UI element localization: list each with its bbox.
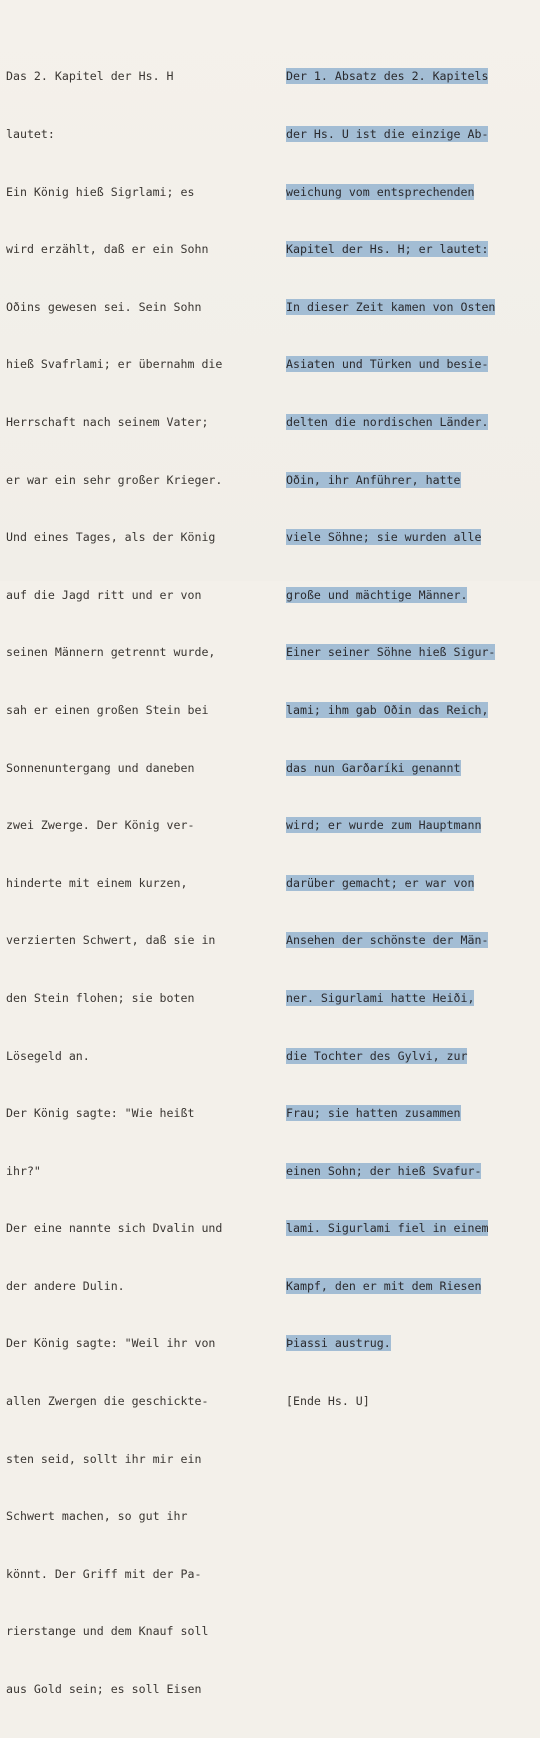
text-line: lautet:: [6, 127, 55, 141]
highlight-mark: Þiassi austrug.: [286, 1336, 391, 1351]
highlight-mark: weichung vom entsprechenden: [286, 184, 475, 199]
highlighted-line: [286, 1219, 536, 1238]
text-line: er war ein sehr großer Krieger.: [6, 472, 223, 487]
highlight-mark: große und mächtige Männer.: [286, 587, 468, 602]
right-column-text: [286, 29, 536, 1450]
highlighted-line: [286, 1162, 536, 1181]
highlighted-line: [286, 586, 536, 605]
highlighted-line: [286, 67, 536, 86]
highlighted-line: [286, 643, 536, 662]
highlight-mark: In dieser Zeit kamen von Osten: [286, 299, 496, 314]
text-line: sah er einen großen Stein bei: [6, 702, 209, 717]
text-line: Und eines Tages, als der König: [6, 530, 216, 545]
highlighted-line: [286, 989, 536, 1008]
highlighted-line: [286, 1047, 536, 1066]
text-line: Der eine nannte sich Dvalin und: [6, 1221, 223, 1236]
highlight-mark: Frau; sie hatten zusammen: [286, 1106, 461, 1121]
text-line: seinen Männern getrennt wurde,: [6, 645, 216, 660]
highlighted-line: [286, 355, 536, 374]
highlight-mark: viele Söhne; sie wurden alle: [286, 530, 482, 545]
highlight-mark: Asiaten und Türken und besie-: [286, 357, 489, 372]
highlighted-line: [286, 183, 536, 202]
highlighted-line: [286, 816, 536, 835]
text-line: könnt. Der Griff mit der Pa-: [6, 1566, 202, 1581]
end-note: [Ende Hs. U]: [286, 1394, 370, 1409]
highlight-mark: lami; ihm gab Oðin das Reich,: [286, 702, 489, 717]
highlighted-line: [286, 1334, 536, 1353]
text-line: wird erzählt, daß er ein Sohn: [6, 242, 209, 257]
highlight-mark: wird; er wurde zum Hauptmann: [286, 818, 482, 833]
highlight-mark: delten die nordischen Länder.: [286, 414, 489, 429]
text-line: rierstange und dem Knauf soll: [6, 1624, 209, 1639]
text-line: den Stein flohen; sie boten: [6, 990, 195, 1005]
highlight-mark: das nun Garðaríki genannt: [286, 760, 461, 775]
highlight-mark: Oðin, ihr Anführer, hatte: [286, 472, 461, 487]
highlighted-line: [286, 125, 536, 144]
highlight-mark: einen Sohn; der hieß Svafur-: [286, 1163, 482, 1178]
highlighted-line: [286, 1277, 536, 1296]
highlight-mark: der Hs. U ist die einzige Ab-: [286, 127, 489, 141]
text-line: Sonnenuntergang und daneben: [6, 760, 195, 775]
highlight-mark: Einer seiner Söhne hieß Sigur-: [286, 645, 496, 660]
highlight-mark: darüber gemacht; er war von: [286, 875, 475, 890]
text-line: ihr?": [6, 1163, 41, 1178]
highlighted-line: [286, 759, 536, 778]
text-line: hieß Svafrlami; er übernahm die: [6, 357, 223, 372]
text-line: Der König sagte: "Wie heißt: [6, 1106, 195, 1121]
highlight-mark: lami. Sigurlami fiel in einem: [286, 1221, 489, 1236]
text-line: hinderte mit einem kurzen,: [6, 875, 188, 890]
text-line: Schwert machen, so gut ihr: [6, 1509, 188, 1524]
text-line: zwei Zwerge. Der König ver-: [6, 818, 195, 833]
text-line: Lösegeld an.: [6, 1048, 90, 1063]
highlight-mark: Ansehen der schönste der Män-: [286, 933, 489, 948]
highlight-mark: Kapitel der Hs. H; er lautet:: [286, 242, 489, 257]
text-line: allen Zwergen die geschickte-: [6, 1394, 209, 1409]
highlight-mark: Der 1. Absatz des 2. Kapitels: [286, 69, 489, 84]
highlighted-line: [286, 1104, 536, 1123]
left-column-text: [6, 29, 276, 1738]
highlighted-line: [286, 240, 536, 259]
highlighted-line: [286, 298, 536, 317]
highlighted-line: [286, 471, 536, 490]
text-line: Der König sagte: "Weil ihr von: [6, 1336, 216, 1351]
highlighted-line: [286, 701, 536, 720]
text-line: verzierten Schwert, daß sie in: [6, 933, 216, 948]
text-line: Ein König hieß Sigrlami; es: [6, 184, 195, 199]
text-line: auf die Jagd ritt und er von: [6, 587, 202, 602]
text-line: aus Gold sein; es soll Eisen: [6, 1682, 202, 1697]
text-line: sten seid, sollt ihr mir ein: [6, 1451, 202, 1466]
highlight-mark: die Tochter des Gylvi, zur: [286, 1048, 468, 1063]
text-line: Herrschaft nach seinem Vater;: [6, 414, 209, 429]
highlight-mark: ner. Sigurlami hatte Heiði,: [286, 990, 475, 1005]
highlight-mark: Kampf, den er mit dem Riesen: [286, 1278, 482, 1293]
text-line: Das 2. Kapitel der Hs. H: [6, 69, 174, 84]
highlighted-line: [286, 413, 536, 432]
highlighted-line: [286, 874, 536, 893]
text-line: Oðins gewesen sei. Sein Sohn: [6, 299, 202, 314]
text-line: der andere Dulin.: [6, 1278, 125, 1293]
highlighted-line: [286, 931, 536, 950]
highlighted-line: [286, 528, 536, 547]
